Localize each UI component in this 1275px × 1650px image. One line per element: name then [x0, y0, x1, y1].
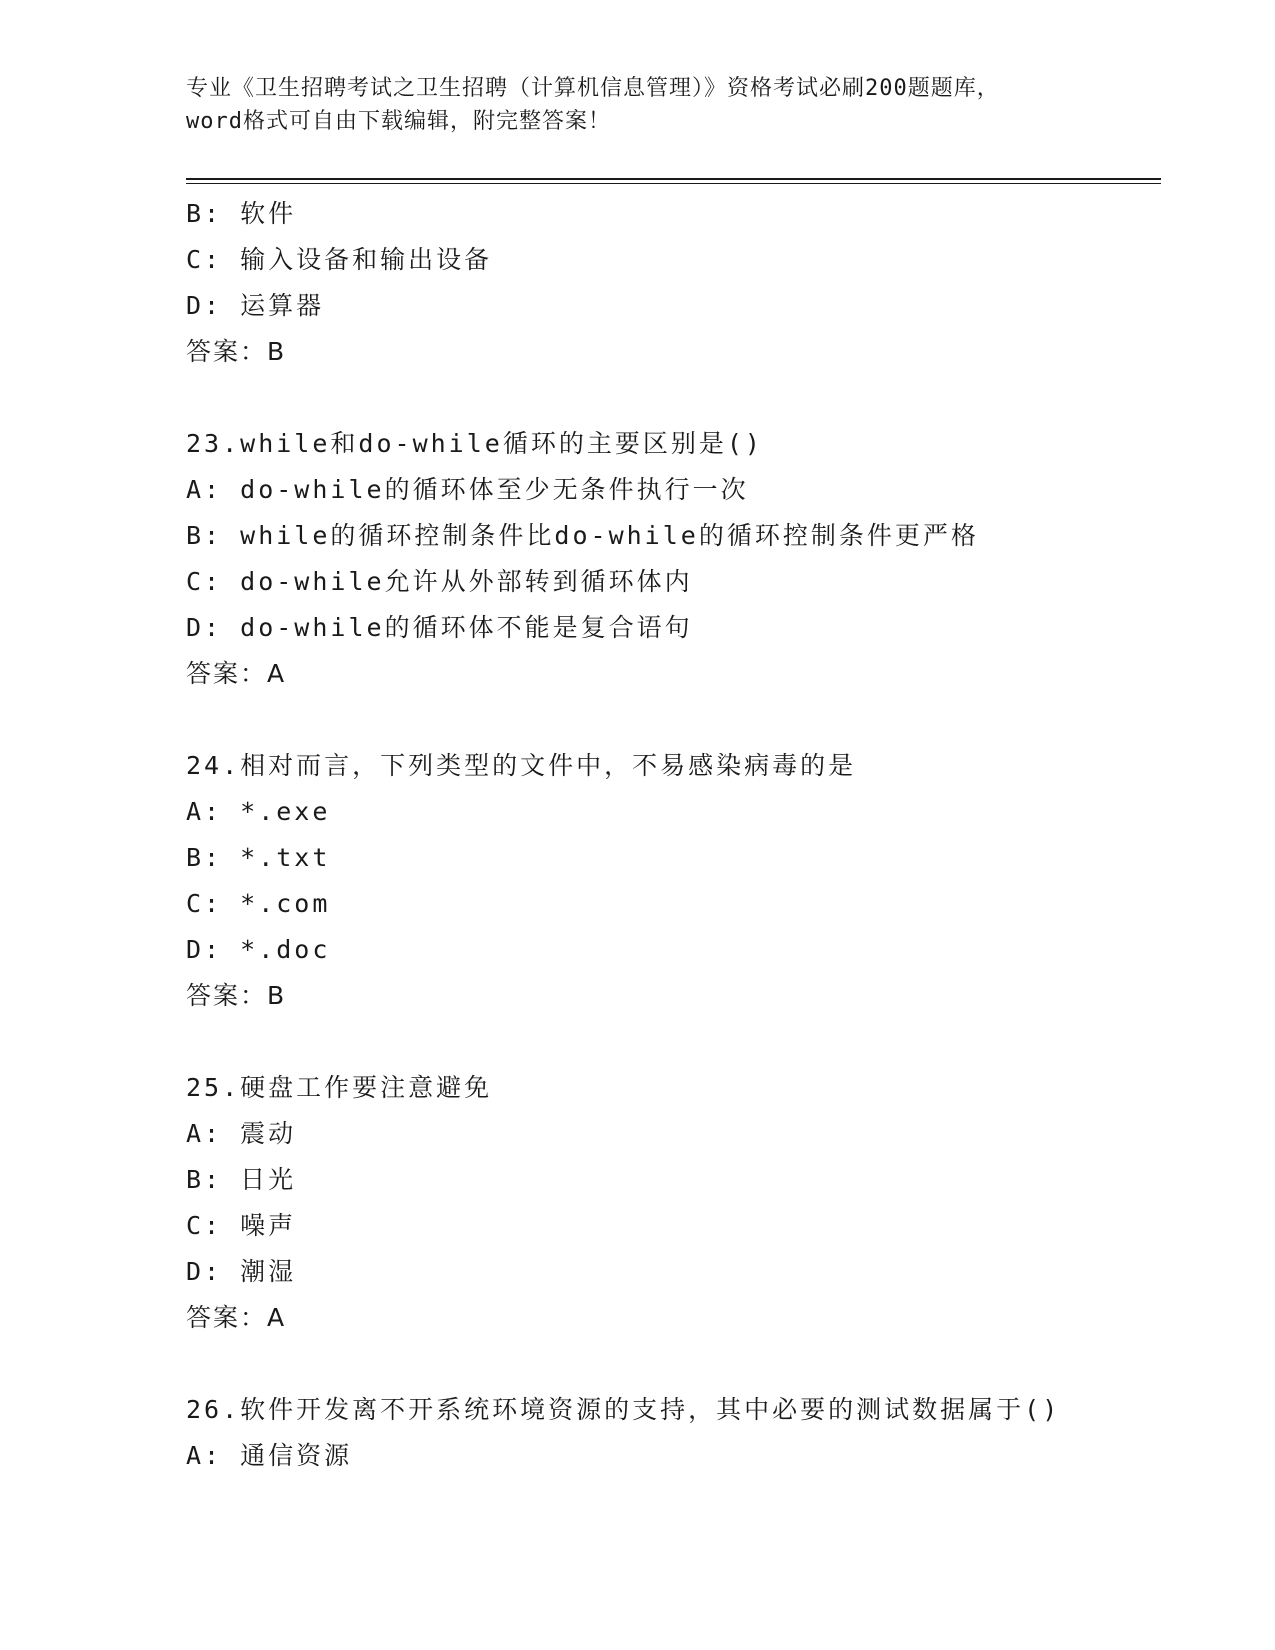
option-b: B: 软件: [186, 199, 297, 228]
spacer: [186, 1341, 1161, 1387]
answer-line: 答案：B: [186, 337, 287, 366]
option-c: C: *.com: [186, 889, 331, 918]
header-title-line-1: 专业《卫生招聘考试之卫生招聘（计算机信息管理）》资格考试必刷200题题库，: [186, 76, 1000, 101]
option-a: A: do-while的循环体至少无条件执行一次: [186, 475, 749, 504]
answer-line: 答案：B: [186, 981, 287, 1010]
question-block-26: [186, 1387, 1161, 1479]
option-a: A: 通信资源: [186, 1441, 353, 1470]
option-d: D: do-while的循环体不能是复合语句: [186, 613, 693, 642]
option-c: C: 噪声: [186, 1211, 297, 1240]
answer-line: 答案：A: [186, 659, 287, 688]
document-header: [186, 72, 1086, 138]
question-stem: 26.软件开发离不开系统环境资源的支持，其中必要的测试数据属于(): [186, 1395, 1061, 1424]
option-d: D: 潮湿: [186, 1257, 297, 1286]
question-list: [186, 191, 1161, 1479]
answer-line: 答案：A: [186, 1303, 287, 1332]
option-b: B: while的循环控制条件比do-while的循环控制条件更严格: [186, 521, 979, 550]
option-a: A: 震动: [186, 1119, 297, 1148]
header-title-line-2: word格式可自由下载编辑，附完整答案！: [186, 109, 611, 134]
question-block-24: [186, 743, 1161, 1019]
question-block-25: [186, 1065, 1161, 1341]
option-c: C: do-while允许从外部转到循环体内: [186, 567, 693, 596]
question-stem: 24.相对而言，下列类型的文件中，不易感染病毒的是: [186, 751, 857, 780]
spacer: [186, 1019, 1161, 1065]
question-block-22: [186, 191, 1161, 375]
option-a: A: *.exe: [186, 797, 331, 826]
option-b: B: *.txt: [186, 843, 331, 872]
question-stem: 25.硬盘工作要注意避免: [186, 1073, 493, 1102]
question-stem: 23.while和do-while循环的主要区别是(): [186, 429, 763, 458]
spacer: [186, 697, 1161, 743]
option-d: D: 运算器: [186, 291, 325, 320]
spacer: [186, 375, 1161, 421]
header-divider: [186, 178, 1161, 184]
option-c: C: 输入设备和输出设备: [186, 245, 493, 274]
option-d: D: *.doc: [186, 935, 331, 964]
question-block-23: [186, 421, 1161, 697]
option-b: B: 日光: [186, 1165, 297, 1194]
